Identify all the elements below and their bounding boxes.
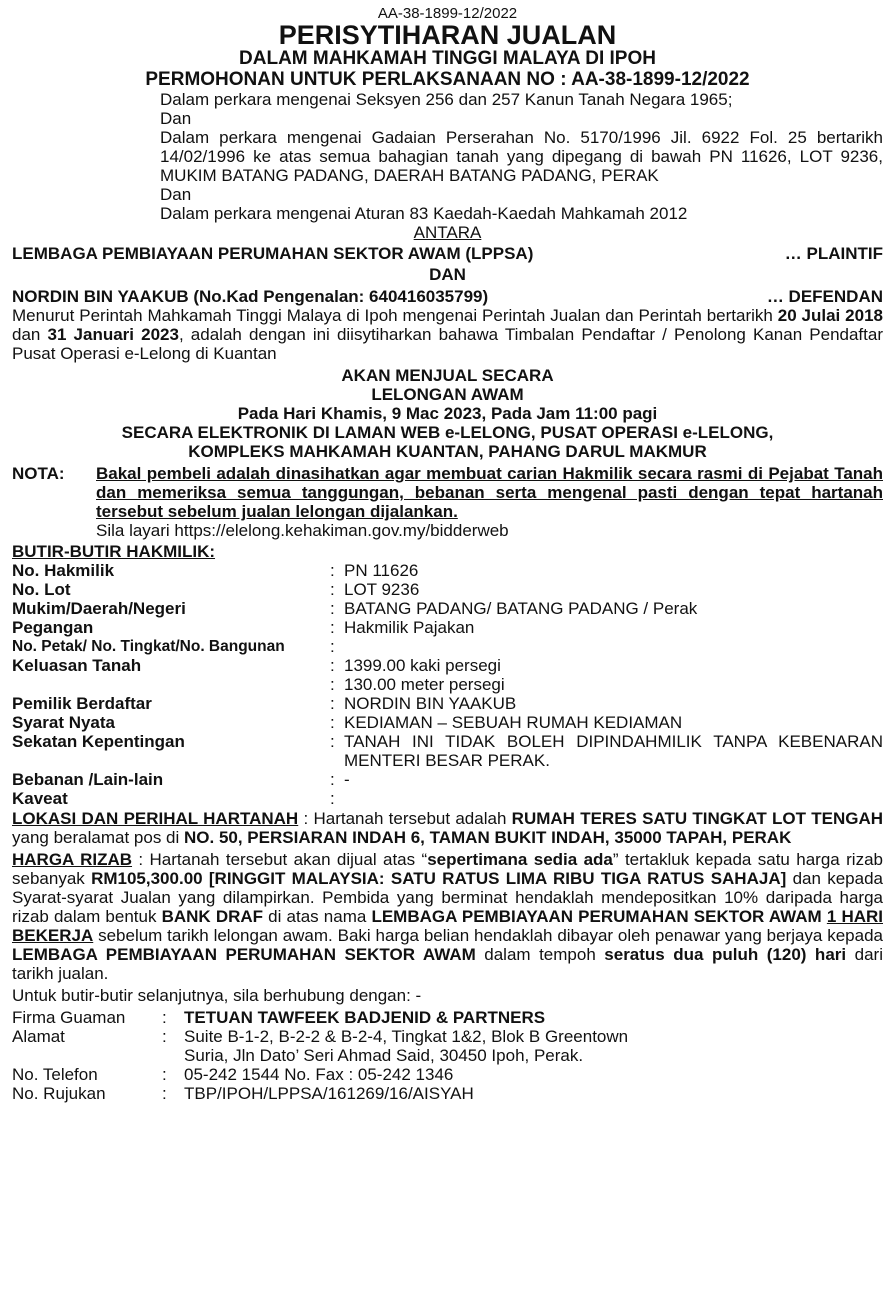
notice-title: PERISYTIHARAN JUALAN: [278, 20, 617, 50]
case-reference: AA-38-1899-12/2022: [377, 5, 518, 22]
reserve-amount: RM105,300.00 [RINGGIT MALAYSIA: SATU RATUS LIMA RIBU TIGA RATUS SAHAJA]: [91, 869, 787, 888]
title-detail-row: [12, 770, 883, 789]
title-detail-value: [344, 789, 883, 808]
title-detail-label: Mukim/Daerah/Negeri: [12, 599, 186, 618]
title-detail-label: Syarat Nyata: [12, 713, 116, 732]
address-line: Suite B-1-2, B-2-2 & B-2-4, Tingkat 1&2, Blok B Greentown: [184, 1027, 629, 1046]
title-detail-value: KEDIAMAN – SEBUAH RUMAH KEDIAMAN: [344, 713, 683, 732]
colon: :: [330, 561, 335, 580]
intro-line: Dalam perkara mengenai Seksyen 256 dan 257 Kanun Tanah Negara 1965;: [160, 90, 733, 109]
defendant-role: … DEFENDAN: [766, 287, 883, 306]
title-detail-row: [12, 713, 883, 732]
title-detail-value: TANAH INI TIDAK BOLEH DIPINDAHMILIK TANPA KEBENARAN MENTERI BESAR PERAK.: [344, 732, 883, 770]
colon: :: [162, 1008, 167, 1027]
order-text: dan: [12, 325, 48, 344]
title-detail-value: BATANG PADANG/ BATANG PADANG / Perak: [344, 599, 698, 618]
title-detail-label: Pegangan: [12, 618, 94, 637]
title-detail-row: [12, 789, 883, 808]
title-detail-value: Hakmilik Pajakan: [344, 618, 475, 637]
reserve-price-paragraph: [0, 850, 895, 983]
title-details-table: [0, 542, 895, 808]
colon: :: [330, 580, 335, 599]
plaintiff-role: … PLAINTIF: [784, 244, 883, 263]
title-detail-row: [12, 694, 883, 713]
court-order-paragraph: [0, 306, 895, 363]
location-heading: LOKASI DAN PERIHAL HARTANAH: [12, 809, 299, 828]
colon: :: [330, 713, 335, 732]
order-text: Menurut Perintah Mahkamah Tinggi Malaya di Ipoh mengenai Perintah Jualan dan Perintah bertarikh: [12, 306, 778, 325]
title-detail-label: No. Hakmilik: [12, 561, 115, 580]
title-detail-label: Pemilik Berdaftar: [12, 694, 152, 713]
reserve-bold: LEMBAGA PEMBIAYAAN PERUMAHAN SEKTOR AWAM: [371, 907, 822, 926]
reserve-bold: seratus dua puluh (120) hari: [604, 945, 847, 964]
colon: :: [330, 789, 335, 808]
sale-line: AKAN MENJUAL SECARA: [341, 366, 554, 385]
contact-row: [12, 1027, 883, 1065]
colon: :: [330, 599, 335, 618]
reserve-bold: LEMBAGA PEMBIAYAAN PERUMAHAN SEKTOR AWAM: [12, 945, 476, 964]
intro-line: Dalam perkara mengenai Aturan 83 Kaedah-Kaedah Mahkamah 2012: [160, 204, 688, 223]
sale-venue: SECARA ELEKTRONIK DI LAMAN WEB e-LELONG, PUSAT OPERASI e-LELONG,: [121, 423, 774, 442]
reference-label: No. Rujukan: [12, 1084, 106, 1103]
bidder-website-link[interactable]: Sila layari https://elelong.kehakiman.gov.my/bidderweb: [96, 521, 509, 540]
order-date: 20 Julai 2018: [777, 306, 883, 325]
title-detail-row: [12, 732, 883, 770]
phone-label: No. Telefon: [12, 1065, 98, 1084]
reserve-deadline: 1 HARI BEKERJA: [12, 907, 883, 945]
title-detail-value: -: [344, 770, 350, 789]
title-detail-label: Sekatan Kepentingan: [12, 732, 185, 751]
firm-name: TETUAN TAWFEEK BADJENID & PARTNERS: [184, 1008, 546, 1027]
reserve-text: : Hartanah tersebut akan dijual atas “: [132, 850, 428, 869]
reserve-heading: HARGA RIZAB: [12, 850, 133, 869]
sale-line: LELONGAN AWAM: [371, 385, 524, 404]
reserve-text: di atas nama: [263, 907, 372, 926]
title-detail-label: No. Petak/ No. Tingkat/No. Bangunan: [12, 638, 285, 655]
title-detail-label: No. Lot: [12, 580, 71, 599]
property-type: RUMAH TERES SATU TINGKAT LOT TENGAH: [511, 809, 883, 828]
sale-venue: KOMPLEKS MAHKAMAH KUANTAN, PAHANG DARUL MAKMUR: [188, 442, 707, 461]
intro-matters: [160, 90, 883, 223]
title-detail-label: Bebanan /Lain-lain: [12, 770, 164, 789]
colon: :: [162, 1065, 167, 1084]
application-number: PERMOHONAN UNTUK PERLAKSANAAN NO : AA-38-1899-12/2022: [145, 69, 750, 90]
reserve-text: dalam tempoh: [475, 945, 605, 964]
court-name: DALAM MAHKAMAH TINGGI MALAYA DI IPOH: [239, 48, 656, 69]
firm-label: Firma Guaman: [12, 1008, 126, 1027]
title-details-heading: BUTIR-BUTIR HAKMILIK:: [12, 542, 216, 561]
title-detail-value: [344, 637, 883, 656]
title-detail-row: [12, 618, 883, 637]
reserve-text: ” tertakluk kepada satu harga rizab sebanyak: [12, 850, 883, 888]
colon: :: [330, 675, 335, 694]
title-detail-row: [12, 656, 883, 675]
colon: :: [330, 618, 335, 637]
contact-row: [12, 1084, 883, 1103]
title-detail-row: [12, 599, 883, 618]
sale-datetime: Pada Hari Khamis, 9 Mac 2023, Pada Jam 11:00 pagi: [237, 404, 658, 423]
colon: :: [162, 1027, 167, 1046]
nota-label: NOTA:: [12, 464, 65, 483]
location-text: yang beralamat pos di: [12, 828, 184, 847]
reserve-bold: BANK DRAF: [161, 907, 264, 926]
address-label: Alamat: [12, 1027, 65, 1046]
defendant-name: NORDIN BIN YAAKUB (No.Kad Pengenalan: 640416035799): [12, 287, 489, 306]
nota-block: [0, 464, 895, 540]
colon: :: [330, 637, 335, 656]
title-detail-label: Kaveat: [12, 789, 68, 808]
intro-line: Dalam perkara mengenai Gadaian Perserahan No. 5170/1996 Jil. 6922 Fol. 25 bertarikh 14/02/1996 ke atas semua bahagian tanah yang dipegang di bawah PN 11626, LOT 9236, MUKIM BATANG PADANG, DAERAH BATANG PADANG, PERAK: [160, 128, 883, 185]
contact-intro: Untuk butir-butir selanjutnya, sila berhubung dengan: -: [12, 986, 422, 1005]
contact-row: [12, 1065, 883, 1084]
title-detail-row: [12, 637, 883, 656]
colon: :: [330, 656, 335, 675]
reserve-text: dan kepada Syarat-syarat Jualan yang dilampirkan. Pembida yang berminat hendaklah mendepositkan 10% daripada harga rizab dalam bentuk: [12, 869, 883, 926]
location-paragraph: [0, 809, 895, 847]
nota-text: Bakal pembeli adalah dinasihatkan agar membuat carian Hakmilik secara rasmi di Pejabat Tanah dan memeriksa semua tanggungan, bebanan serta mengenal pasti dengan tepat hartanah tersebut sebelum jualan lelongan dijalankan.: [96, 464, 883, 521]
intro-dan: Dan: [160, 185, 192, 204]
colon: :: [330, 770, 335, 789]
contact-table: [0, 1008, 895, 1103]
defendant-row: [0, 287, 895, 306]
title-detail-row: [12, 675, 883, 694]
title-detail-label: Keluasan Tanah: [12, 656, 142, 675]
colon: :: [330, 732, 335, 751]
colon: :: [330, 694, 335, 713]
contact-row: [12, 1008, 883, 1027]
title-detail-value: NORDIN BIN YAAKUB: [344, 694, 517, 713]
reserve-bold: sepertimana sedia ada: [427, 850, 613, 869]
colon: :: [162, 1084, 167, 1103]
reserve-text: sebelum tarikh lelongan awam. Baki harga belian hendaklah dibayar oleh penawar yang berjaya kepada: [93, 926, 883, 945]
dan-label: DAN: [429, 265, 466, 284]
reference-value: TBP/IPOH/LPPSA/161269/16/AISYAH: [184, 1084, 474, 1103]
plaintiff-row: [0, 244, 895, 263]
title-detail-row: [12, 580, 883, 599]
intro-dan: Dan: [160, 109, 192, 128]
plaintiff-name: LEMBAGA PEMBIAYAAN PERUMAHAN SEKTOR AWAM (LPPSA): [12, 244, 534, 263]
order-text: , adalah dengan ini diisytiharkan bahawa Timbalan Pendaftar / Penolong Kanan Pendaftar Pusat Operasi e-Lelong di Kuantan: [12, 325, 883, 363]
antara-label: ANTARA: [413, 223, 482, 242]
title-detail-value: 1399.00 kaki persegi: [344, 656, 501, 675]
property-address: NO. 50, PERSIARAN INDAH 6, TAMAN BUKIT INDAH, 35000 TAPAH, PERAK: [184, 828, 792, 847]
address-line: Suria, Jln Dato’ Seri Ahmad Said, 30450 Ipoh, Perak.: [184, 1046, 584, 1065]
location-text: : Hartanah tersebut adalah: [298, 809, 512, 828]
title-detail-value: LOT 9236: [344, 580, 420, 599]
title-detail-value: 130.00 meter persegi: [344, 675, 505, 694]
title-detail-row: [12, 561, 883, 580]
order-date: 31 Januari 2023: [47, 325, 179, 344]
title-detail-value: PN 11626: [344, 561, 419, 580]
title-detail-label: [12, 675, 330, 694]
reserve-text: dari tarikh jualan.: [12, 945, 883, 983]
phone-fax-value: 05-242 1544 No. Fax : 05-242 1346: [184, 1065, 454, 1084]
